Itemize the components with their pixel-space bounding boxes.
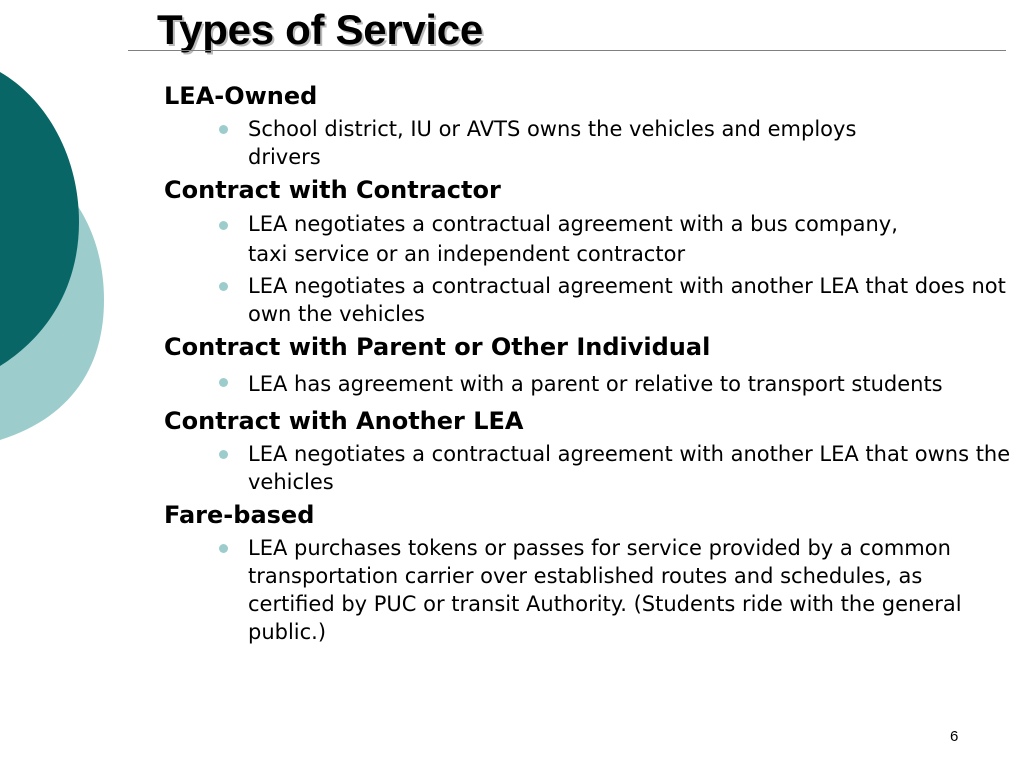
bullet-list (164, 534, 1004, 646)
bullet-text: LEA negotiates a contractual agreement with another LEA that owns the vehicles (248, 442, 1011, 494)
bullet-dot-icon (219, 221, 228, 230)
bullet-dot-icon (219, 544, 228, 553)
bullet-text: LEA negotiates a contractual agreement with a bus company, taxi service or an independent contractor (248, 212, 898, 266)
bullet-dot-icon (219, 450, 228, 459)
slide-content (164, 80, 1011, 649)
bullet-text: LEA purchases tokens or passes for service provided by a common transportation carrier over established routes and schedules, as certified by PUC or transit Authority. (Students ride with the general public.) (248, 536, 962, 644)
section-lea-owned (164, 80, 1004, 171)
section-fare-based (164, 499, 1004, 646)
section-heading: Fare-based (164, 501, 315, 529)
bullet-dot-icon (219, 125, 228, 134)
bullet-list (164, 440, 1011, 496)
section-heading: Contract with Contractor (164, 176, 501, 204)
list-item (164, 440, 1016, 496)
list-item (164, 272, 1016, 328)
section-contract-with-contractor (164, 174, 1004, 328)
bullet-list (164, 209, 1004, 328)
page-number: 6 (950, 728, 959, 745)
bullet-text: School district, IU or AVTS owns the vehicles and employs drivers (248, 117, 857, 169)
page-title: Types of Service (157, 6, 483, 53)
bullet-list (164, 366, 1004, 402)
list-item (164, 366, 988, 402)
bullet-text: LEA has agreement with a parent or relative to transport students (248, 372, 943, 396)
list-item (164, 534, 1008, 646)
list-item (164, 115, 888, 171)
decorative-teal-shapes (0, 0, 120, 768)
bullet-dot-icon (219, 282, 228, 291)
section-heading: Contract with Parent or Other Individual (164, 333, 711, 361)
section-contract-with-parent (164, 331, 1004, 402)
bullet-text: LEA negotiates a contractual agreement with another LEA that does not own the vehicles (248, 274, 1006, 326)
bullet-dot-icon (219, 378, 228, 387)
section-heading: LEA-Owned (164, 82, 318, 110)
bullet-list (164, 115, 1004, 171)
section-heading: Contract with Another LEA (164, 407, 524, 435)
list-item (164, 209, 916, 269)
section-contract-with-another-lea (164, 405, 1011, 496)
title-divider (128, 50, 1006, 51)
